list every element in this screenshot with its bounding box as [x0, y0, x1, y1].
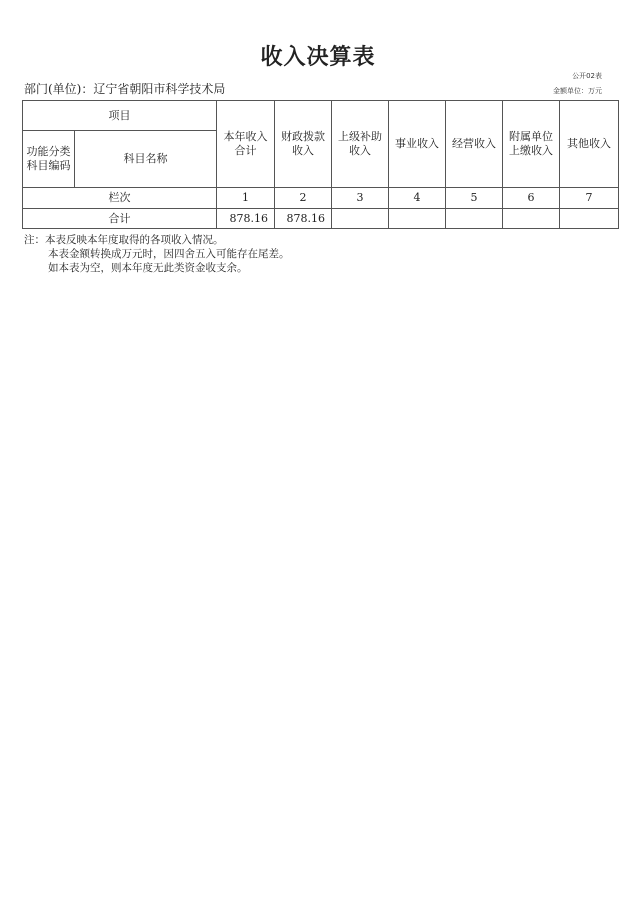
- header-func-code: 功能分类科目编码: [23, 131, 75, 188]
- note-line: 本表金额转换成万元时，因四舍五入可能存在尾差。: [48, 248, 290, 260]
- col-header-1: 本年收入合计: [217, 101, 275, 188]
- row-index: [23, 188, 619, 209]
- form-code: 公开02表: [572, 72, 602, 80]
- col-header-4: 事业收入: [389, 101, 446, 188]
- income-table: [22, 100, 619, 229]
- total-cell: [560, 209, 619, 229]
- header-subject-name: 科目名称: [75, 131, 217, 188]
- row-index-cell: 1: [217, 188, 275, 209]
- col-header-6: 附属单位上缴收入: [503, 101, 560, 188]
- total-cell: [389, 209, 446, 229]
- row-index-cell: 7: [560, 188, 619, 209]
- total-cell: [503, 209, 560, 229]
- amount-unit: 金额单位：万元: [553, 87, 602, 95]
- department-label: 部门(单位)：辽宁省朝阳市科学技术局: [24, 82, 226, 96]
- col-header-2: 财政拨款收入: [275, 101, 332, 188]
- report-title: 收入决算表: [260, 45, 376, 70]
- total-cell: 878.16: [275, 209, 332, 229]
- total-cell: 878.16: [217, 209, 275, 229]
- row-index-cell: 4: [389, 188, 446, 209]
- row-index-cell: 3: [332, 188, 389, 209]
- note-line: 注：本表反映本年度取得的各项收入情况。: [24, 234, 224, 246]
- row-index-cell: 6: [503, 188, 560, 209]
- header-item: 项目: [23, 101, 217, 131]
- row-index-cell: 5: [446, 188, 503, 209]
- col-header-3: 上级补助收入: [332, 101, 389, 188]
- total-label: 合计: [23, 209, 217, 229]
- total-row: [23, 209, 619, 229]
- note-line: 如本表为空，则本年度无此类资金收支余。: [48, 262, 248, 274]
- col-header-5: 经营收入: [446, 101, 503, 188]
- col-header-7: 其他收入: [560, 101, 619, 188]
- row-index-label: 栏次: [23, 188, 217, 209]
- header-row-1: [23, 101, 619, 131]
- row-index-cell: 2: [275, 188, 332, 209]
- total-cell: [446, 209, 503, 229]
- notes: [24, 233, 290, 275]
- total-cell: [332, 209, 389, 229]
